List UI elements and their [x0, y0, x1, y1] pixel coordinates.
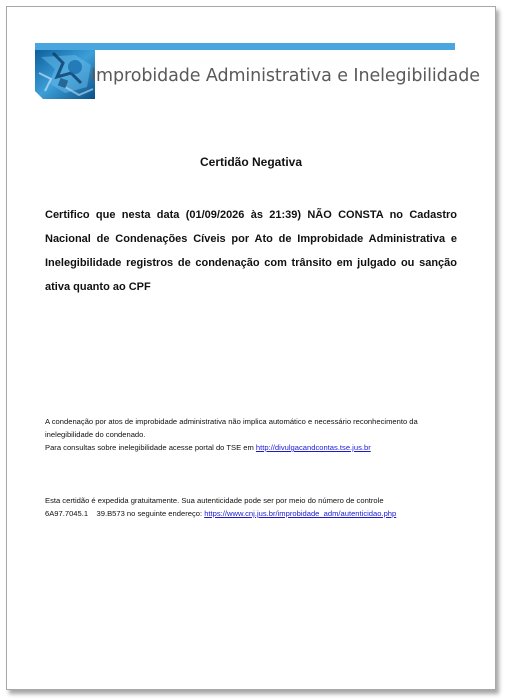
notice-tse-prefix: Para consultas sobre inelegibilidade acesse portal do TSE em — [45, 443, 256, 452]
footer-text: Esta certidão é expedida gratuitamente. Sua autenticidade pode ser por meio do número de controle — [45, 496, 384, 505]
header-accent-bar — [35, 43, 455, 50]
certificate-title: Certidão Negativa — [199, 155, 303, 169]
notice-tse-line — [45, 441, 465, 454]
header-title: Improbidade Administrativa e Inelegibilidade — [91, 66, 480, 86]
justice-seal-logo-icon — [35, 43, 95, 99]
document-header — [35, 43, 480, 99]
notice-text: A condenação por atos de improbidade administrativa não implica automático e necessário reconhecimento da inelegibilidade do condenado. — [45, 417, 418, 439]
authenticity-footer — [45, 494, 465, 520]
verification-link[interactable]: https://www.cnj.jus.br/improbidade_adm/autenticidao.php — [204, 509, 397, 518]
certificate-statement: Certifico que nesta data (01/09/2026 às 21:39) NÃO CONSTA no Cadastro Nacional de Condenações Cíveis por Ato de Improbidade Administrativa e Inelegibilidade registros de condenação com trânsito em julgado ou sanção ativa quanto ao CPF — [45, 209, 457, 293]
footer-control-line — [45, 507, 465, 520]
control-number: 6A97.7045.1 39.B573 — [45, 509, 125, 518]
tse-portal-link[interactable]: http://divulgacandcontas.tse.jus.br — [255, 443, 371, 452]
inelegibility-notice — [45, 415, 465, 454]
footer-middle-text: no seguinte endereço: — [124, 509, 205, 518]
document-page — [6, 6, 496, 690]
